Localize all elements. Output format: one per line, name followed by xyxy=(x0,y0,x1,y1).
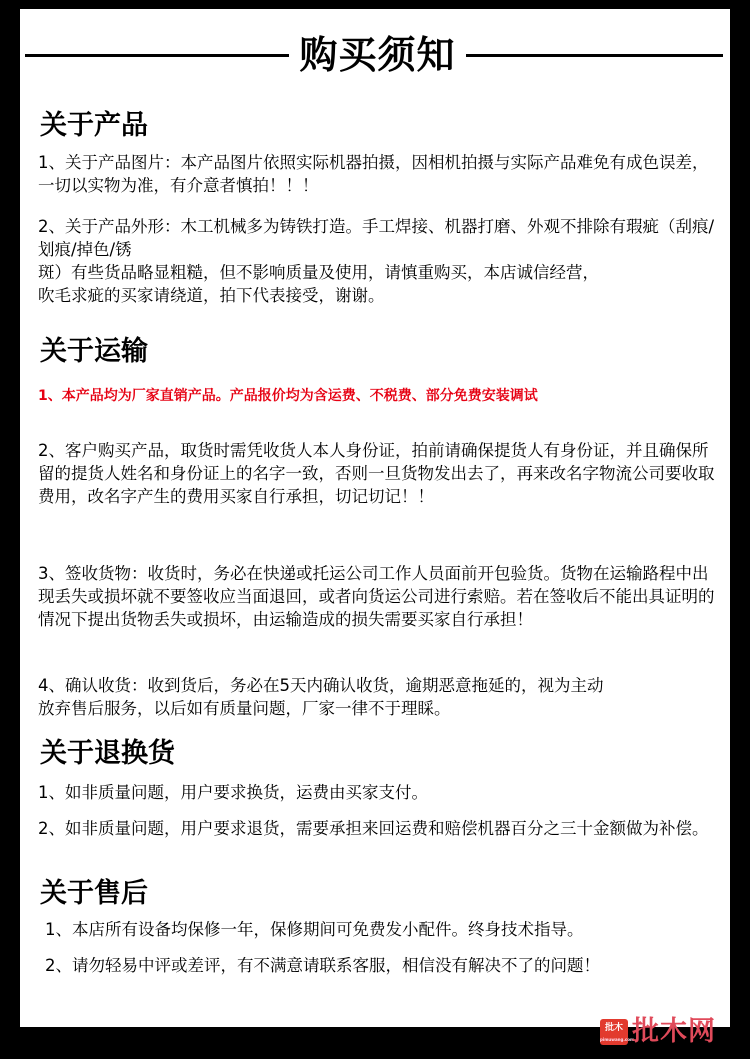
section-heading-shipping: 关于运输 xyxy=(40,336,148,367)
shipping-paragraph-4 xyxy=(38,674,718,720)
watermark-text: 批木网 xyxy=(632,1016,716,1047)
section-heading-product: 关于产品 xyxy=(40,110,148,141)
header-rule-right xyxy=(466,54,723,57)
shipping-paragraph-4-line-1: 4、确认收货：收到货后，务必在5天内确认收货，逾期恶意拖延的，视为主动 xyxy=(38,676,604,695)
notice-panel xyxy=(20,9,730,1027)
product-paragraph-1: 1、关于产品图片：本产品图片依照实际机器拍摄，因相机拍摄与实际产品难免有成色误差，一切以实物为准，有介意者慎拍！！！ xyxy=(38,153,709,195)
shipping-paragraph-2: 2、客户购买产品，取货时需凭收货人本人身份证，拍前请确保提货人有身份证，并且确保所留的提货人姓名和身份证上的名字一致，否则一旦货物发出去了，再来改名字物流公司要收取费用，改名字产生的费用买家自行承担，切记切记！！ xyxy=(38,441,715,506)
page-header xyxy=(20,27,730,83)
aftersales-paragraph-1: 1、本店所有设备均保修一年，保修期间可免费发小配件。终身技术指导。 xyxy=(45,920,584,939)
page-title: 购买须知 xyxy=(299,33,456,77)
returns-paragraph-2: 2、如非质量问题，用户要求退货，需要承担来回运费和赔偿机器百分之三十金额做为补偿。 xyxy=(38,819,709,838)
product-paragraph-2 xyxy=(38,215,718,307)
returns-paragraph-1: 1、如非质量问题，用户要求换货，运费由买家支付。 xyxy=(38,783,428,802)
section-heading-aftersales: 关于售后 xyxy=(40,878,148,909)
product-paragraph-2-line-3: 吹毛求疵的买家请绕道，拍下代表接受，谢谢。 xyxy=(38,286,385,305)
shipping-paragraph-4-line-2: 放弃售后服务，以后如有质量问题，厂家一律不于理睬。 xyxy=(38,699,451,718)
watermark-logo-badge: 批木 pimuwang.com xyxy=(600,1019,628,1045)
aftersales-paragraph-2: 2、请勿轻易中评或差评，有不满意请联系客服，相信没有解决不了的问题！ xyxy=(45,956,600,975)
site-watermark xyxy=(596,1017,736,1049)
product-paragraph-2-line-1: 2、关于产品外形：木工机械多为铸铁打造。手工焊接、机器打磨、外观不排除有瑕疵（刮痕/划痕/掉色/锈 xyxy=(38,217,715,259)
shipping-paragraph-1: 1、本产品均为厂家直销产品。产品报价均为含运费、不税费、部分免费安装调试 xyxy=(38,388,538,404)
product-paragraph-2-line-2: 斑）有些货品略显粗糙，但不影响质量及使用，请慎重购买，本店诚信经营， xyxy=(38,263,599,282)
header-rule-left xyxy=(25,54,289,57)
section-heading-returns: 关于退换货 xyxy=(40,738,175,769)
shipping-paragraph-3: 3、签收货物：收货时，务必在快递或托运公司工作人员面前开包验货。货物在运输路程中出现丢失或损坏就不要签收应当面退回，或者向货运公司进行索赔。若在签收后不能出具证明的情况下提出货物丢失或损坏，由运输造成的损失需要买家自行承担！ xyxy=(38,564,715,629)
